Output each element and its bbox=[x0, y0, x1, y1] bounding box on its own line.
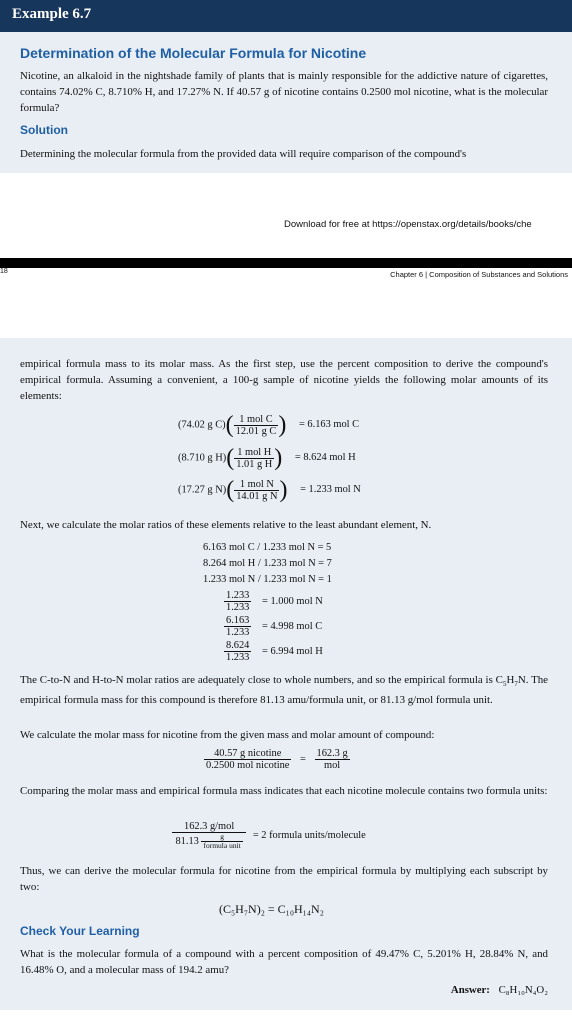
frac-result: = 1.000 mol N bbox=[262, 595, 323, 607]
frac-den: 1.233 bbox=[226, 602, 250, 613]
text: The C-to-N and H-to-N molar ratios are adequately close to whole numbers, and so the empirical formula is C bbox=[20, 674, 503, 686]
answer-formula: C₈H₁₀N₄O₂ bbox=[498, 984, 548, 996]
solution-start: Determining the molecular formula from the provided data will require comparison of the compound's bbox=[20, 148, 467, 160]
example-title: Determination of the Molecular Formula for Nicotine bbox=[20, 45, 367, 61]
text: H bbox=[506, 674, 515, 686]
eq-result: = 1.233 mol N bbox=[300, 484, 361, 496]
para-molar-mass: We calculate the molar mass for nicotine from the given mass and molar amount of compound: bbox=[20, 729, 435, 741]
eq-result: = 8.624 mol H bbox=[294, 452, 356, 464]
chapter-header: Chapter 6 | Composition of Substances and Solutions bbox=[390, 270, 568, 279]
frac-result: = 6.994 mol H bbox=[262, 645, 323, 657]
eq-moles-h: (8.710 g H)( $\frac{\text{1 mol H}}{\text{1.01 g H}}$ ) = 8.624 mol H bbox=[178, 445, 356, 471]
frac-num: 8.624 bbox=[226, 640, 250, 651]
subscript: 7 bbox=[514, 680, 518, 689]
inner-den: formula unit bbox=[203, 841, 241, 850]
para-compare: Comparing the molar mass and empirical formula mass indicates that each nicotine molecule contains two formula units: bbox=[20, 785, 548, 797]
frac-den bbox=[172, 833, 246, 850]
frac-den: 1.01 g H bbox=[236, 458, 273, 470]
example-intro: Nicotine, an alkaloid in the nightshade family of plants that is mainly responsible for the addictive nature of cigarettes, contains 74.02% C, 8.710% H, and 17.27% N. If 40.57 g of nicotine contains 0.2500 mol nicotine, what is the molecular formula? bbox=[20, 70, 548, 114]
download-link[interactable]: Download for free at https://openstax.org/details/books/che bbox=[284, 219, 532, 230]
subscript: 5 bbox=[502, 680, 507, 689]
frac-den: 14.01 g N bbox=[236, 490, 278, 502]
para-empirical-formula bbox=[20, 672, 548, 708]
eq-formula-units bbox=[172, 821, 366, 850]
eq-left: (8.710 g H) bbox=[178, 452, 227, 464]
ratio-line-n: 1.233 mol N / 1.233 mol N = 1 bbox=[203, 574, 332, 585]
frac-num: 162.3 g/mol bbox=[172, 821, 246, 833]
ratio-frac-h bbox=[224, 640, 323, 663]
frac-num: 6.163 bbox=[226, 615, 250, 626]
frac-num: 1 mol H bbox=[234, 447, 274, 459]
eq-result: = 6.163 mol C bbox=[298, 419, 360, 431]
frac-num: 1 mol N bbox=[234, 479, 279, 491]
den-value: 81.13 bbox=[175, 835, 199, 847]
para-derive: Thus, we can derive the molecular formula for nicotine from the empirical formula by multiplying each subscript by two: bbox=[20, 865, 548, 893]
inner-num: g bbox=[201, 833, 242, 842]
check-question: What is the molecular formula of a compound with a percent composition of 49.47% C, 5.201% H, 28.84% N, and 16.48% O, and a molecular mass of 194.2 amu? bbox=[20, 948, 548, 976]
frac-num: 1 mol C bbox=[234, 414, 279, 426]
frac-den: mol bbox=[324, 760, 341, 771]
check-heading: Check Your Learning bbox=[20, 924, 140, 938]
frac-den: 12.01 g C bbox=[235, 425, 277, 437]
eq-molar-mass: $\frac{\text{40.57 g nicotine}}{\text{0.2500 mol nicotine}}$ = $\frac{162.3 g}{\text{mol}}$ bbox=[206, 748, 348, 771]
answer-label: Answer: bbox=[450, 984, 490, 996]
answer bbox=[451, 984, 548, 996]
ratio-line-c: 6.163 mol C / 1.233 mol N = 5 bbox=[203, 542, 332, 553]
example-header bbox=[0, 0, 572, 32]
page-number: 18 bbox=[0, 268, 8, 275]
para-ratios: Next, we calculate the molar ratios of these elements relative to the least abundant element, N. bbox=[20, 519, 432, 531]
eq-left: (17.27 g N) bbox=[178, 484, 227, 496]
page-divider bbox=[0, 258, 572, 268]
ratio-frac-c bbox=[224, 615, 322, 638]
frac-den: 1.233 bbox=[226, 627, 250, 638]
frac-result: = 4.998 mol C bbox=[262, 620, 323, 632]
eq-left: (74.02 g C) bbox=[178, 419, 226, 431]
frac-den: 0.2500 mol nicotine bbox=[206, 760, 290, 771]
para-empirical: empirical formula mass to its molar mass. As the first step, use the percent composition to derive the compound's empirical formula. Assuming a convenient, a 100-g sample of nicotine yields the following molar amounts of its elements: bbox=[20, 358, 548, 402]
eq-molecular-formula: (C₅H₇N)₂ = C₁₀H₁₄N₂ bbox=[219, 902, 324, 916]
frac-num: 1.233 bbox=[226, 590, 250, 601]
text: N. The empirical formula mass for this compound is therefore 81.13 amu/formula unit, or 81.13 g/mol formula unit. bbox=[20, 674, 549, 707]
eq-moles-c: (74.02 g C)( $\frac{\text{1 mol C}}{\text{12.01 g C}}$ ) = 6.163 mol C bbox=[178, 412, 360, 438]
eq-result: = 2 formula units/molecule bbox=[252, 829, 366, 841]
ratio-line-h: 8.264 mol H / 1.233 mol N = 7 bbox=[203, 558, 332, 569]
example-label: Example 6.7 bbox=[12, 6, 92, 22]
solution-heading: Solution bbox=[20, 123, 68, 137]
frac-num: 40.57 g nicotine bbox=[204, 748, 291, 760]
ratio-frac-n bbox=[224, 590, 323, 613]
frac-num: 162.3 g bbox=[316, 748, 348, 759]
frac-den: 1.233 bbox=[226, 652, 250, 663]
eq-moles-n: (17.27 g N)( $\frac{\text{1 mol N}}{\text{14.01 g N}}$ ) = 1.233 mol N bbox=[178, 477, 361, 503]
